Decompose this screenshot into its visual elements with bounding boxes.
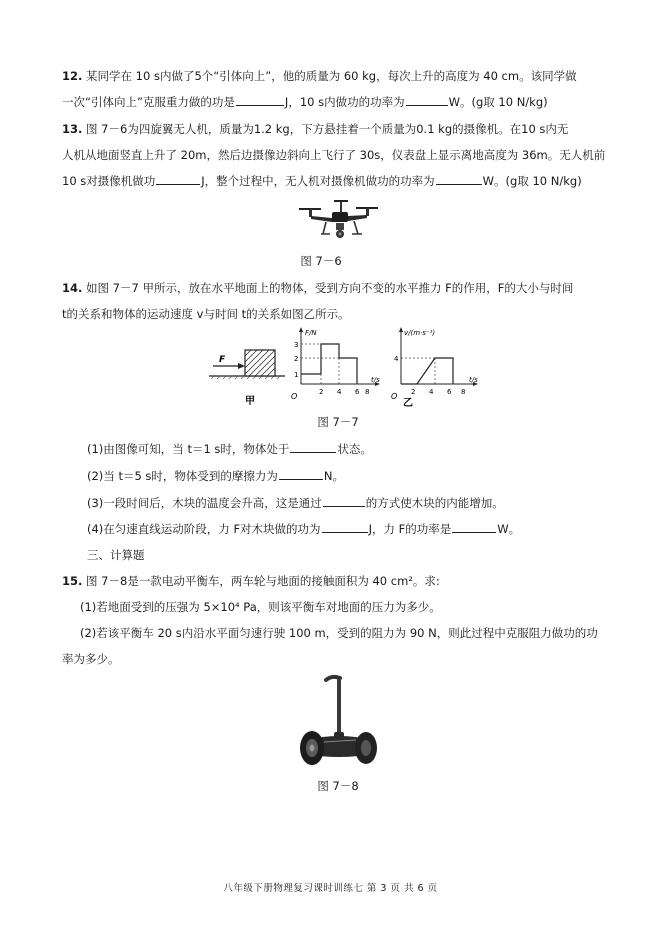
q15-number: 15. [62,574,83,588]
q14-blank-3[interactable] [323,495,365,507]
force-label: F [219,355,226,365]
q14-blank-2[interactable] [279,468,323,480]
q15-sub1: (1)若地面受到的压强为 5×10⁴ Pa，则该平衡车对地面的压力为多少。 [80,600,441,614]
q14-sub2-text-a: (2)当 t＝5 s时，物体受到的摩擦力为 [87,469,278,483]
q14-sub1-text-b: 状态。 [337,442,372,456]
q14-number: 14. [62,281,83,295]
graph-f-t [291,327,380,401]
q13-text-3b: J，整个过程中，无人机对摄像机做功的功率为 [201,174,435,188]
q12-text-2b: J，10 s内做功的功率为 [284,95,405,109]
q14-sub1-text-a: (1)由图像可知，当 t＝1 s时，物体处于 [87,442,290,456]
graph2-xtick-2: 2 [411,388,416,396]
label-yi: 乙 [403,398,413,408]
graph2-ytick-4: 4 [394,355,399,363]
balance-scooter-icon [300,677,377,765]
q14-line1 [62,280,573,296]
figure-7-6-caption: 图 7－6 [300,254,342,268]
q13-text-2: 人机从地面竖直上升了 20m，然后边摄像边斜向上飞行了 30s，仪表盘上显示离地高度为 36m。无人机前 [62,148,606,162]
section-heading-calculation: 三、计算题 [87,548,145,562]
q13-text-3a: 10 s对摄像机做功 [62,174,156,188]
figure-7-7 [205,326,485,408]
figure-jia [209,350,285,407]
q14-sub1 [87,441,372,457]
q12-line1 [62,68,577,84]
q14-sub4 [87,521,520,537]
q13-blank-2[interactable] [436,173,482,185]
q13-line3 [62,173,582,189]
q14-sub2-text-b: N。 [323,469,345,483]
graph2-xlabel: t/s [469,376,478,384]
q13-blank-1[interactable] [156,173,200,185]
graph1-ytick-3: 3 [294,341,299,349]
q14-sub3 [87,495,504,511]
graph1-force-line [301,344,357,384]
q13-text-3c: W。(g取 10 N/kg) [482,174,582,188]
graph1-xtick-8: 8 [365,388,370,396]
figure-7-8-caption: 图 7－8 [317,779,359,793]
q14-text-1: 如图 7－7 甲所示，放在水平地面上的物体，受到方向不变的水平推力 F的作用，F的大小与时间 [86,281,574,295]
graph2-origin: O [391,392,398,401]
graph2-xtick-6: 6 [447,388,452,396]
drone-icon [299,200,378,238]
page-footer: 八年级下册物理复习课时训练七 第 3 页 共 6 页 [223,883,438,894]
q14-line2 [62,306,350,322]
graph2-velocity-line [401,358,453,384]
graph-v-t [391,327,478,408]
graph2-xtick-4: 4 [429,388,434,396]
graph1-xlabel: t/s [371,376,380,384]
q12-text-1: 某同学在 10 s内做了5个“引体向上”，他的质量为 60 kg，每次上升的高度为 40 cm。该同学做 [86,69,577,83]
graph2-ylabel: v/(m·s⁻¹) [404,329,436,337]
q14-blank-5[interactable] [452,521,496,533]
figure-7-7-caption: 图 7－7 [317,415,359,429]
q12-line2 [62,94,548,110]
balance-scooter-figure [296,674,382,770]
q14-sub4-text-c: W。 [497,522,521,536]
q15-line1 [62,573,440,589]
q12-number: 12. [62,69,83,83]
q14-sub4-text-b: J，力 F的功率是 [368,522,452,536]
q15-sub2-line1: (2)若该平衡车 20 s内沿水平面匀速行驶 100 m，受到的阻力为 90 N，则此过程中克服阻力做功的功 [80,626,598,640]
q15-sub2-line2: 率为多少。 [62,652,120,666]
label-jia: 甲 [245,396,255,407]
q12-text-2a: 一次“引体向上”克服重力做的功是 [62,95,235,109]
q13-line2 [62,147,605,163]
q12-blank-1[interactable] [236,94,284,106]
q14-sub4-text-a: (4)在匀速直线运动阶段，力 F对木块做的功为 [87,522,321,536]
drone-figure [296,198,382,246]
graph1-xtick-6: 6 [355,388,360,396]
q14-sub2 [87,468,344,484]
q14-sub3-text-b: 的方式使木块的内能增加。 [365,496,504,510]
graph1-ylabel: F/N [305,329,317,337]
graph1-ytick-1: 1 [294,371,299,379]
q13-line1 [62,121,568,137]
graph2-xtick-8: 8 [461,388,466,396]
q12-blank-2[interactable] [406,94,448,106]
q15-text-1: 图 7－8是一款电动平衡车，两车轮与地面的接触面积为 40 cm²。求: [86,574,440,588]
q12-text-2c: W。(g取 10 N/kg) [448,95,548,109]
graph1-ytick-2: 2 [294,355,299,363]
graph1-origin: O [291,392,298,401]
q14-blank-1[interactable] [290,441,336,453]
q14-blank-4[interactable] [322,521,368,533]
q13-text-1: 图 7－6为四旋翼无人机，质量为1.2 kg，下方悬挂着一个质量为0.1 kg的摄像机。在10 s内无 [86,122,569,136]
q14-text-2: t的关系和物体的运动速度 v与时间 t的关系如图乙所示。 [62,307,350,321]
q14-sub3-text-a: (3)一段时间后，木块的温度会升高，这是通过 [87,496,322,510]
graph1-xtick-4: 4 [337,388,342,396]
q13-number: 13. [62,122,83,136]
graph1-xtick-2: 2 [319,388,324,396]
